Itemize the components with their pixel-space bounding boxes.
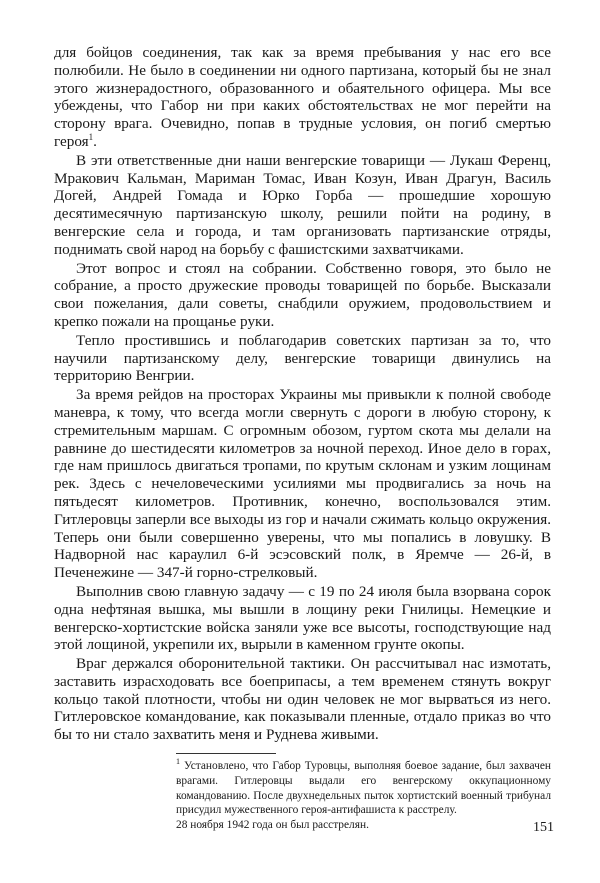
footnote-reference: 1 — [88, 131, 94, 142]
paragraph: В эти ответственные дни наши венгерские товарищи — Лукаш Ференц, Мракович Кальман, Мариман Томас, Иван Козун, Иван Драгун, Василь Догей, Андрей Гомада и Юрко Горба — прошедшие хорошую десятимесячную партизанскую школу, решили пойти на родину, в венгерские села и города, и там организовать партизанские отряды, поднимать свой народ на борьбу с фашистскими захватчиками. — [54, 151, 551, 258]
page-number: 151 — [533, 820, 554, 835]
footnotes — [176, 759, 551, 833]
footnote — [176, 759, 551, 818]
paragraph-text: для бойцов соединения, так как за время пребывания у нас его все полюбили. Не было в соединении ни одного партизана, который бы не знал этого жизнерадостного, образованного и обаятельного офицера. Мы все убеждены, что Габор ни при каких обстоятельствах не мог перейти на сторону врага. Очевидно, попав в трудные условия, он погиб смертью героя — [54, 44, 551, 150]
paragraph: Тепло простившись и поблагодарив советских партизан за то, что научили партизанскому делу, венгерские товарищи двинулись на территорию Венгрии. — [54, 331, 551, 385]
footnote-divider — [176, 753, 276, 754]
footnote-text: Установлено, что Габор Туровцы, выполняя боевое задание, был захвачен врагами. Гитлеровцы выдали его венгерскому оккупационному командованию. После двухнедельных пыток хортистский военный трибунал присудил мужественного героя-антифашиста к расстрелу. — [176, 760, 551, 817]
paragraph: для бойцов соединения, так как за время пребывания у нас его все полюбили. Не было в соединении ни одного партизана, который бы не знал этого жизнерадостного, образованного и обаятельного офицера. Мы все убеждены, что Габор ни при каких обстоятельствах не мог перейти на сторону врага. Очевидно, попав в трудные условия, он погиб смертью героя$^1$. — [54, 44, 551, 150]
paragraph: Враг держался оборонительной тактики. Он рассчитывал нас измотать, заставить израсходовать все боеприпасы, а тем временем стянуть вокруг кольцо такой плотности, чтобы ни один человек не мог вырваться из него. Гитлеровское командование, как показывали пленные, отдало приказ во что бы то ни стало захватить меня и Руднева живыми. — [54, 655, 551, 744]
paragraph: Выполнив свою главную задачу — с 19 по 24 июля была взорвана сорок одна нефтяная вышка, мы вышли в лощину реки Гнилицы. Немецкие и венгерско-хортистские войска заняли уже все высоты, господствующие над этой лощиной, укрепили их, вырыли в каменном грунте окопы. — [54, 582, 551, 654]
paragraph: Этот вопрос и стоял на собрании. Собственно говоря, это было не собрание, а просто дружеские проводы товарищей по борьбе. Высказали свои пожелания, дали советы, снабдили оружием, продовольствием и крепко пожали на прощанье руки. — [54, 259, 551, 330]
page-body — [54, 44, 551, 833]
footnote-continuation: 28 ноября 1942 года он был расстрелян. — [176, 819, 369, 832]
paragraph: За время рейдов на просторах Украины мы привыкли к полной свободе маневра, к тому, что всегда могли свернуть с дороги в любую сторону, к стремительным маршам. С огромным обозом, гуртом скота мы делали на равнине до шестидесяти километров за ночной переход. Иное дело в горах, где нам пришлось двигаться тропами, по крутым склонам и узким лощинам рек. Здесь с нечеловеческими усилиями мы продвигались за ночь на пятьдесят километров. Противник, конечно, воспользовался этим. Гитлеровцы заперли все выходы из гор и начали сжимать кольцо окружения. Теперь они были совершенно уверены, что мы попались в ловушку. В Надворной нас караулил 6-й эсэсовский полк, в Яремче — 26-й, в Печенежине — 347-й горно-стрелковый. — [54, 386, 551, 582]
footnote-number: 1 — [176, 757, 180, 767]
